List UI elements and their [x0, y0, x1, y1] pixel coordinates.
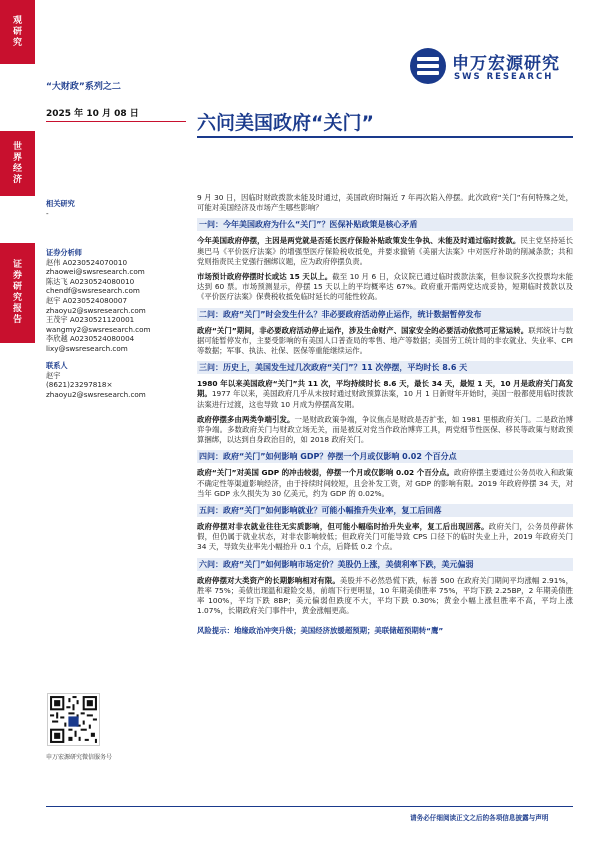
contact-line: 赵宇	[46, 370, 61, 380]
analyst-line: 赵宇 A0230524080007	[46, 295, 128, 305]
series-label: “大财政”系列之二	[46, 82, 121, 92]
sidebar	[0, 0, 35, 841]
sidebar-block-macro	[0, 0, 35, 64]
section-heading-q1: 一问：今年美国政府为什么“关门”？医保补贴政策是核心矛盾	[197, 218, 573, 231]
paragraph-text: 联邦统计与数据可能暂停发布，主要受影响的有美国人口普查局的零售、地产等数据；美国劳工统计局的非农就业、失业率、CPI 等数据；军事、执法、社保、医保等重能继续运作。	[197, 325, 573, 356]
analyst-line: 王茂宇 A0230521120001	[46, 315, 135, 325]
section-heading-q2: 二问：政府“关门”时会发生什么？非必要政府活动停止运作，统计数据暂停发布	[197, 308, 573, 321]
paragraph-lead: 1980 年以来美国政府“关门”共 11 次，平均持续时长 8.6 天，最长 34 天，最短 1 天，10 月是政府关门高发期。	[197, 379, 573, 399]
logo-mark-icon	[410, 48, 446, 84]
logo-en-text: SWS RESEARCH	[454, 72, 554, 82]
paragraph-lead: 政府“关门”期间，非必要政府活动停止运作，涉及生命财产、国家安全的必要活动依然可正常运转。	[197, 325, 529, 335]
paragraph	[197, 415, 573, 446]
analysts-block	[46, 248, 186, 354]
qr-caption: 申万宏源研究微信服务号	[46, 754, 113, 761]
analyst-line[interactable]: chendf@swsresearch.com	[46, 286, 140, 296]
paragraph-lead: 今年美国政府停摆，主因是两党就是否延长医疗保险补贴政策发生争执、未能及时通过临时拨款。	[197, 236, 521, 246]
risk-warning: 风险提示：地缘政治冲突升级；美国经济放缓超预期；美联储超预期转“鹰”	[197, 626, 444, 636]
title-underline	[197, 136, 573, 138]
company-logo	[410, 48, 575, 86]
sidebar-label-macro: 观研究	[12, 15, 22, 48]
logo-cn-text: 申万宏源研究	[452, 54, 560, 74]
paragraph-text: 政府停摆主要通过公务员收入和政策不确定性等渠道影响经济，由于持续时间较短，且会补发工资，对 GDP 的影响有限。2019 年政府停摆 34 天，对当年 GDP 永久损失为 30 亿美元，约为 GDP 的 0.02%。	[197, 468, 573, 498]
disclaimer-note[interactable]: 请务必仔细阅读正文之后的各项信息披露与声明	[410, 814, 549, 822]
section-heading-q4: 四问：政府“关门”如何影响 GDP？停摆一个月或仅影响 0.02 个百分点	[197, 450, 573, 463]
report-body	[197, 193, 573, 642]
sidebar-block-world-economy	[0, 131, 35, 196]
paragraph	[197, 379, 573, 410]
contact-block	[46, 361, 186, 399]
paragraph	[197, 236, 573, 267]
related-heading: 相关研究	[46, 199, 75, 208]
analyst-line: 陈达飞 A0230524080010	[46, 276, 135, 286]
paragraph-text: 1977 年以来，美国政府几乎从未按时通过财政预算法案，10 月 1 日新财年开始时，美国一般都使用临时拨款法案进行过渡，这也导致 10 月成为停摆高发期。	[197, 389, 573, 409]
analyst-line[interactable]: zhaowei@swsresearch.com	[46, 267, 145, 277]
paragraph	[197, 326, 573, 357]
page-title: 六问美国政府“关门”	[197, 112, 374, 134]
contact-line: (8621)23297818×	[46, 380, 113, 390]
analyst-line: 赵伟 A0230524070010	[46, 257, 128, 267]
analyst-line[interactable]: zhaoyu2@swsresearch.com	[46, 305, 146, 315]
sidebar-label-report-type: 证券研究报告	[12, 260, 22, 325]
paragraph-text: 美股并不必然恐慌下跌，标普 500 在政府关门期间平均涨幅 2.91%，胜率 75%；美债出现温和避险交易，前端下行更明显，10 年期美债胜率 75%，平均下跌 2.25BP，2 年期美债胜率 100%，平均下跌 8BP；美元偏弱但跌度不大，平均下跌 0.30%；黄金小幅上涨但胜率不高，平均上涨 1.07%，长期政府关门事件中，黄金涨幅更高。	[197, 575, 573, 616]
paragraph-text: 政府关门，公务员停薪休假，但仍属于就业状态，对非农影响较低；但政府关门可能导致 CPS 口径下的临时失业上升，2019 年政府关门 34 天，导致失业率先小幅抬升 0.1 个点，后降低 0.2 个点。	[197, 522, 573, 552]
analysts-heading: 证券分析师	[46, 248, 82, 257]
paragraph-text: 民主党坚持延长奥巴马《平价医疗法案》的增强型医疗保险税收抵免，并要求撤销《美丽大法案》中对医疗补助的削减条款；共和党则指责民主党强行捆绑议题，应为政府停摆负责。	[197, 236, 573, 266]
analyst-line[interactable]: wangmy2@swsresearch.com	[46, 324, 151, 334]
paragraph-lead: 政府停摆对非农就业往往无实质影响，但可能小幅临时抬升失业率，复工后出现回落。	[197, 522, 489, 532]
paragraph	[197, 468, 573, 499]
contact-line[interactable]: zhaoyu2@swsresearch.com	[46, 389, 146, 399]
qr-code-icon	[47, 693, 100, 746]
section-heading-q5: 五问：政府“关门”如何影响就业？可能小幅推升失业率，复工后回落	[197, 504, 573, 517]
section-heading-q6: 六问：政府“关门”如何影响市场定价？美股仍上涨，美债利率下跌，美元偏弱	[197, 558, 573, 571]
sidebar-label-world-economy: 世界经济	[12, 141, 22, 185]
paragraph-lead: 政府停摆多由两类争端引发。	[197, 414, 295, 424]
analyst-line: 李欣越 A0230524080004	[46, 334, 135, 344]
related-research	[46, 199, 186, 218]
paragraph-text: 一是财政政策争端，争议焦点是财政是否扩张，如 1981 里根政府关门。二是政治博弈争端。多数政府关门与财政立场无关，而是被反对党当作政治博弈工具，两党细节性医保、移民等政策与财政预算捆绑，以达到自身政治目的，如 2018 政府关门。	[197, 414, 573, 445]
intro-paragraph: 9 月 30 日，因临时财政拨款未能及时通过，美国政府时隔近 7 年再次陷入停摆。此次政府“关门”有何特殊之处，可能对美国经济及市场产生哪些影响？	[197, 193, 573, 213]
footer-divider	[46, 806, 573, 807]
sidebar-block-report-type	[0, 243, 35, 343]
contact-heading: 联系人	[46, 361, 68, 370]
analyst-line[interactable]: lixy@swsresearch.com	[46, 343, 128, 353]
paragraph-text: 截至 10 月 6 日，众议院已通过临时拨款法案，但参议院多次投票均未能达到 60 票。市场预测显示，停摆 15 天以上的平均概率达 67%。政府重开需两党达成妥协，短期临时拨款以及《平价医疗法案》保费税收抵免临时延长的可能性较高。	[197, 272, 573, 302]
report-date: 2025 年 10 月 08 日	[46, 109, 139, 119]
left-divider	[46, 121, 186, 122]
paragraph	[197, 576, 573, 617]
paragraph-lead: 市场预计政府停摆时长或达 15 天以上。	[197, 272, 333, 282]
paragraph-lead: 政府“关门”对美国 GDP 的冲击较弱，停摆一个月或仅影响 0.02 个百分点。	[197, 468, 454, 478]
section-heading-q3: 三问：历史上，美国发生过几次政府“关门”？11 次停摆，平均时长 8.6 天	[197, 361, 573, 374]
paragraph	[197, 272, 573, 303]
paragraph	[197, 522, 573, 553]
paragraph-lead: 政府停摆对大类资产的长期影响相对有限。	[197, 575, 340, 585]
related-value: -	[46, 208, 49, 218]
